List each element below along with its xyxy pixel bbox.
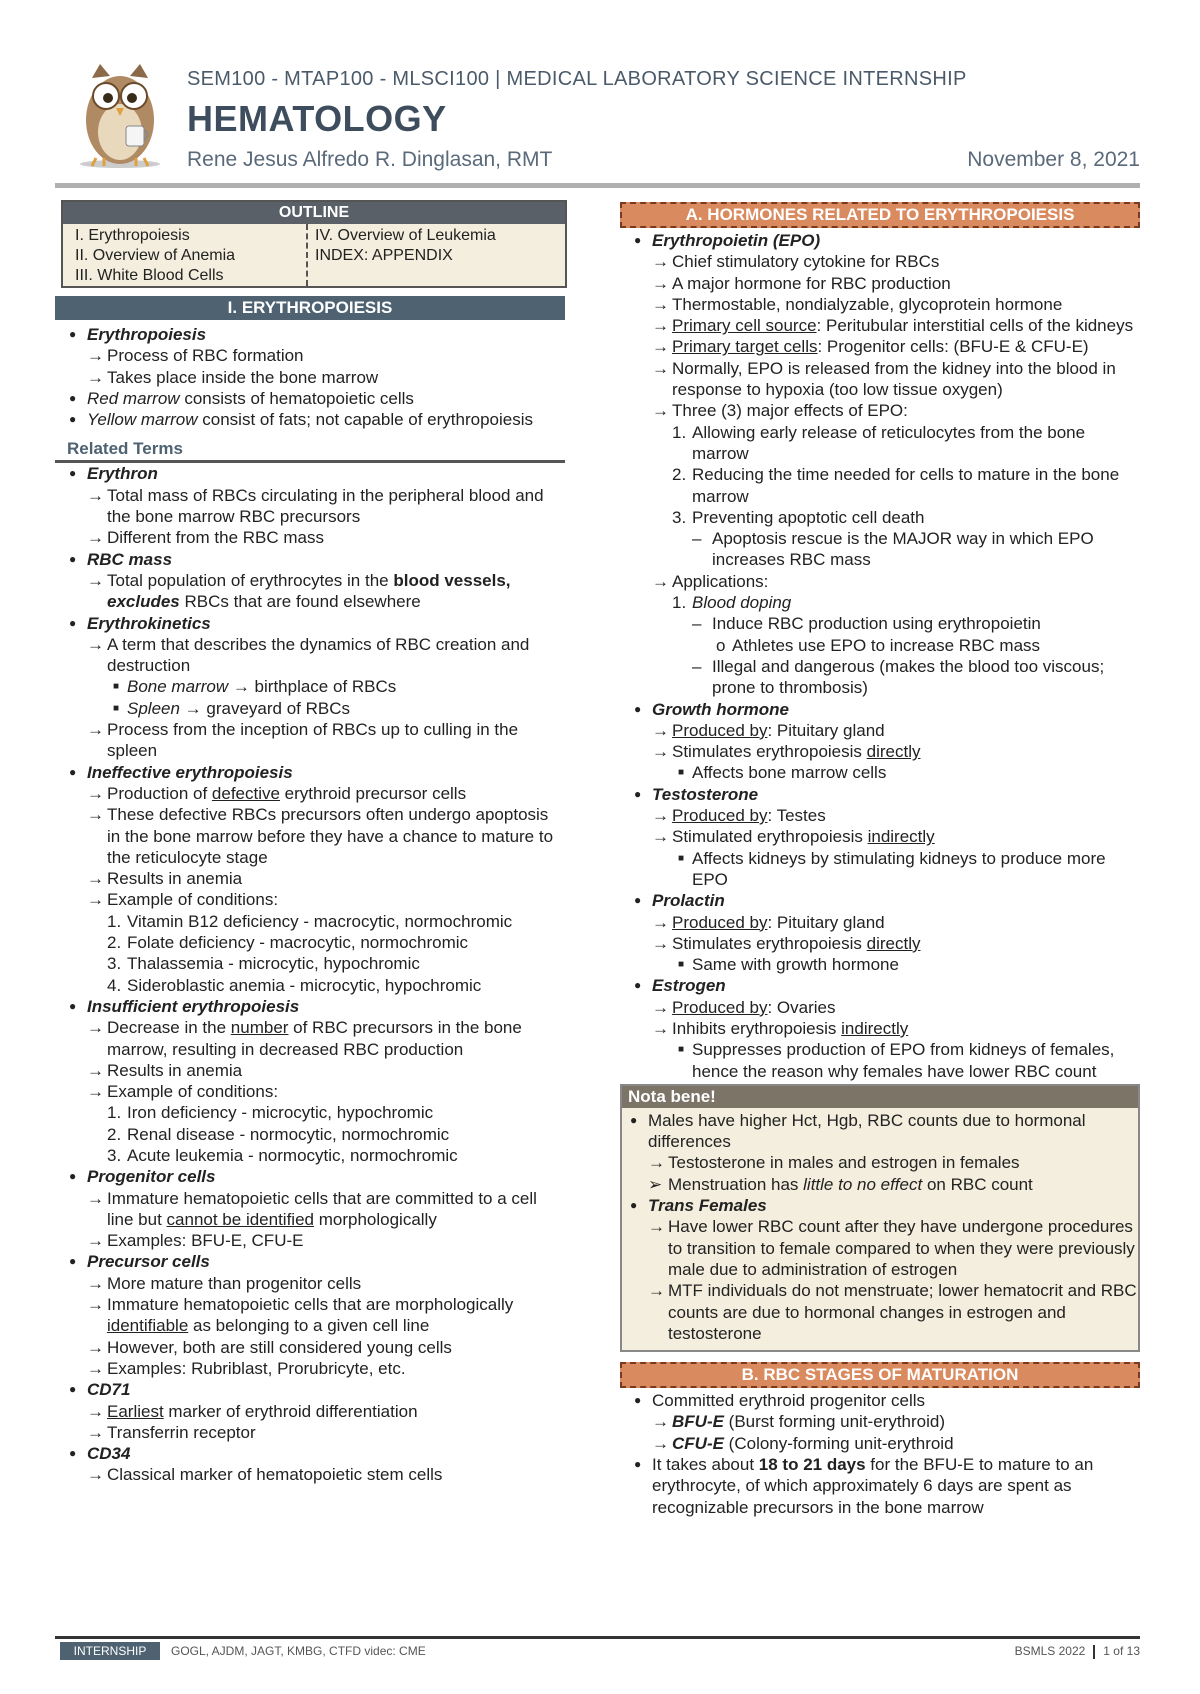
sub-bullet: → Earliest marker of erythroid differentiation <box>87 1401 418 1421</box>
sub-bullet: → CFU-E (Colony-forming unit-erythroid <box>652 1433 954 1453</box>
outline-item[interactable]: II. Overview of Anemia <box>75 247 236 264</box>
bullet: ● Committed erythroid progenitor cells <box>620 1390 1140 1411</box>
outline-item[interactable]: I. Erythropoiesis <box>75 227 190 244</box>
sub-bullet: → Inhibits erythropoiesis indirectly <box>652 1018 909 1038</box>
bullet: ● Erythropoietin (EPO) <box>620 230 1140 251</box>
sub-sub-bullet: ■ Suppresses production of EPO from kidneys of females, hence the reason why females have lower RBC count <box>678 1040 1115 1081</box>
footer-tag: INTERNSHIP <box>60 1642 160 1660</box>
sub-bullet: → Normally, EPO is released from the kidney into the blood in response to hypoxia (too low tissue oxygen) <box>652 358 1116 400</box>
bullet: ● Erythrokinetics <box>55 613 565 634</box>
outline-box <box>61 200 567 288</box>
numbered-item: 1. Iron deficiency - microcytic, hypochromic <box>107 1103 434 1123</box>
sub-bullet: → Process from the inception of RBCs up to culling in the spleen <box>87 720 519 761</box>
footer-authors: GOGL, AJDM, JAGT, KMBG, CTFD videc: CME <box>171 1644 426 1658</box>
sub-bullet: → These defective RBCs precursors often undergo apoptosis in the bone marrow before they have a chance to mature to the reticulocyte stage <box>87 805 554 867</box>
sub-bullet: ➢ Menstruation has little to no effect on RBC count <box>648 1174 1033 1194</box>
outline-divider <box>306 224 308 286</box>
footer-divider <box>55 1636 1140 1639</box>
numbered-item: 2. Renal disease - normocytic, normochromic <box>107 1124 450 1144</box>
bullet: ● Yellow marrow consist of fats; not capable of erythropoiesis <box>55 409 565 430</box>
sub-bullet: → MTF individuals do not menstruate; lower hematocrit and RBC counts are due to hormonal changes in estrogen and testosterone <box>648 1281 1137 1343</box>
sub-bullet: → Results in anemia <box>87 869 243 889</box>
sub-bullet: → Produced by: Testes <box>652 806 826 826</box>
sub-bullet: → Production of defective erythroid precursor cells <box>87 783 467 803</box>
circle-item: o Athletes use EPO to increase RBC mass <box>716 635 1041 655</box>
sub-bullet: → Thermostable, nondialyzable, glycoprotein hormone <box>652 294 1063 314</box>
bullet: ● Growth hormone <box>620 699 1140 720</box>
sub-bullet: → Produced by: Pituitary gland <box>652 912 885 932</box>
left-column <box>55 200 565 1486</box>
sub-bullet: → Process of RBC formation <box>87 346 304 366</box>
numbered-item: 3. Acute leukemia - normocytic, normochromic <box>107 1145 458 1165</box>
header-divider <box>55 183 1140 188</box>
sub-bullet: → Applications: <box>652 571 769 591</box>
numbered-item: 1. Blood doping <box>672 593 792 613</box>
course-title: SEM100 - MTAP100 - MLSCI100 | MEDICAL LABORATORY SCIENCE INTERNSHIP <box>187 68 967 90</box>
page-title: HEMATOLOGY <box>187 98 447 139</box>
sub-bullet: → Takes place inside the bone marrow <box>87 367 379 387</box>
sub-bullet: → Stimulates erythropoiesis directly <box>652 933 921 953</box>
bullet: ● Progenitor cells <box>55 1166 565 1187</box>
sub-bullet: → Results in anemia <box>87 1060 243 1080</box>
bullet: ● Ineffective erythropoiesis <box>55 762 565 783</box>
sub-bullet: → Primary cell source: Peritubular interstitial cells of the kidneys <box>652 316 1134 336</box>
sub-bullet: → Stimulated erythropoiesis indirectly <box>652 827 935 847</box>
date: November 8, 2021 <box>967 148 1140 171</box>
sub-bullet: → Examples: Rubriblast, Prorubricyte, etc. <box>87 1358 406 1378</box>
subheading: Related Terms <box>55 438 565 463</box>
sub-bullet: → Testosterone in males and estrogen in females <box>648 1153 1020 1173</box>
bullet: ● Trans Females <box>622 1195 1138 1216</box>
sub-sub-bullet: ■ Affects bone marrow cells <box>678 763 887 783</box>
sub-bullet: → BFU-E (Burst forming unit-erythroid) <box>652 1412 946 1432</box>
page-number: 1 of 13 <box>1103 1644 1140 1658</box>
sub-bullet: → Classical marker of hematopoietic stem cells <box>87 1465 443 1485</box>
numbered-item: 2. Reducing the time needed for cells to mature in the bone marrow <box>672 465 1120 506</box>
sub-bullet: → Produced by: Pituitary gland <box>652 720 885 740</box>
sub-bullet: → Example of conditions: <box>87 1082 279 1102</box>
outline-item[interactable]: INDEX: APPENDIX <box>315 247 453 264</box>
numbered-item: 3. Preventing apoptotic cell death <box>672 507 925 527</box>
sub-bullet: → Total mass of RBCs circulating in the peripheral blood and the bone marrow RBC precursors <box>87 485 544 527</box>
bullet: ● It takes about 18 to 21 days for the BFU-E to mature to an erythrocyte, of which approximately 6 days are spent as recognizable precursors in the bone marrow <box>620 1454 1140 1518</box>
sub-bullet: → However, both are still considered young cells <box>87 1337 452 1357</box>
dash-item: – Apoptosis rescue is the MAJOR way in which EPO increases RBC mass <box>692 529 1094 570</box>
nota-bene-heading: Nota bene! <box>622 1086 1138 1108</box>
sub-bullet: → Decrease in the number of RBC precursors in the bone marrow, resulting in decreased RBC production <box>87 1018 522 1059</box>
sub-bullet: → Immature hematopoietic cells that are committed to a cell line but cannot be identified morphologically <box>87 1188 537 1229</box>
sub-bullet: → More mature than progenitor cells <box>87 1273 362 1293</box>
bullet: ● CD71 <box>55 1379 565 1400</box>
section-heading: I. ERYTHROPOIESIS <box>55 296 565 320</box>
footer-separator <box>1093 1645 1095 1659</box>
nota-bene-box <box>620 1084 1140 1352</box>
section-heading: A. HORMONES RELATED TO ERYTHROPOIESIS <box>620 202 1140 228</box>
dash-item: – Illegal and dangerous (makes the blood too viscous; prone to thrombosis) <box>692 656 1105 698</box>
bullet: ● Males have higher Hct, Hgb, RBC counts due to hormonal differences <box>622 1110 1138 1153</box>
sub-sub-bullet: ■ Spleen → graveyard of RBCs <box>113 698 350 718</box>
numbered-item: 1. Allowing early release of reticulocytes from the bone marrow <box>672 422 1086 463</box>
sub-bullet: → A major hormone for RBC production <box>652 273 951 293</box>
sub-bullet: → Total population of erythrocytes in the blood vessels, excludes RBCs that are found elsewhere <box>87 570 511 612</box>
numbered-item: 2. Folate deficiency - macrocytic, normochromic <box>107 933 469 953</box>
owl-mascot-icon <box>70 58 170 170</box>
section-heading: B. RBC STAGES OF MATURATION <box>620 1362 1140 1388</box>
outline-item[interactable]: III. White Blood Cells <box>75 267 224 284</box>
sub-bullet: → Have lower RBC count after they have undergone procedures to transition to female compared to when they were previously male due to administration of estrogen <box>648 1217 1135 1279</box>
sub-bullet: → Transferrin receptor <box>87 1422 256 1442</box>
numbered-item: 4. Sideroblastic anemia - microcytic, hypochromic <box>107 975 482 995</box>
sub-sub-bullet: ■ Bone marrow → birthplace of RBCs <box>113 677 397 697</box>
footer-batch: BSMLS 2022 <box>1014 1644 1086 1658</box>
bullet: ● Erythropoiesis <box>55 324 565 345</box>
bullet: ● RBC mass <box>55 549 565 570</box>
sub-sub-bullet: ■ Affects kidneys by stimulating kidneys to produce more EPO <box>678 848 1106 889</box>
bullet: ● Erythron <box>55 463 565 484</box>
sub-bullet: → Examples: BFU-E, CFU-E <box>87 1231 304 1251</box>
sub-bullet: → Stimulates erythropoiesis directly <box>652 742 921 762</box>
bullet: ● Prolactin <box>620 890 1140 911</box>
bullet: ● Estrogen <box>620 975 1140 996</box>
bullet: ● Red marrow consists of hematopoietic cells <box>55 388 565 409</box>
sub-bullet: → Produced by: Ovaries <box>652 997 836 1017</box>
sub-bullet: → Immature hematopoietic cells that are morphologically identifiable as belonging to a given cell line <box>87 1295 514 1336</box>
outline-heading: OUTLINE <box>63 202 565 224</box>
bullet: ● Insufficient erythropoiesis <box>55 996 565 1017</box>
sub-bullet: → A term that describes the dynamics of RBC creation and destruction <box>87 634 530 676</box>
footer-right <box>1015 1642 1140 1660</box>
sub-bullet: → Chief stimulatory cytokine for RBCs <box>652 252 940 272</box>
bullet: ● CD34 <box>55 1443 565 1464</box>
bullet: ● Precursor cells <box>55 1251 565 1272</box>
sub-bullet: → Primary target cells: Progenitor cells: (BFU-E & CFU-E) <box>652 337 1089 357</box>
right-column <box>620 202 1140 1518</box>
numbered-item: 3. Thalassemia - microcytic, hypochromic <box>107 954 420 974</box>
author: Rene Jesus Alfredo R. Dinglasan, RMT <box>187 148 553 171</box>
sub-sub-bullet: ■ Same with growth hormone <box>678 955 899 975</box>
sub-bullet: → Different from the RBC mass <box>87 528 324 548</box>
page-header <box>0 0 1200 200</box>
sub-bullet: → Example of conditions: <box>87 890 279 910</box>
bullet: ● Testosterone <box>620 784 1140 805</box>
page-footer <box>55 1636 1140 1662</box>
numbered-item: 1. Vitamin B12 deficiency - macrocytic, normochromic <box>107 911 513 931</box>
outline-item[interactable]: IV. Overview of Leukemia <box>315 227 496 244</box>
sub-bullet: → Three (3) major effects of EPO: <box>652 401 908 421</box>
dash-item: – Induce RBC production using erythropoietin <box>692 614 1041 634</box>
